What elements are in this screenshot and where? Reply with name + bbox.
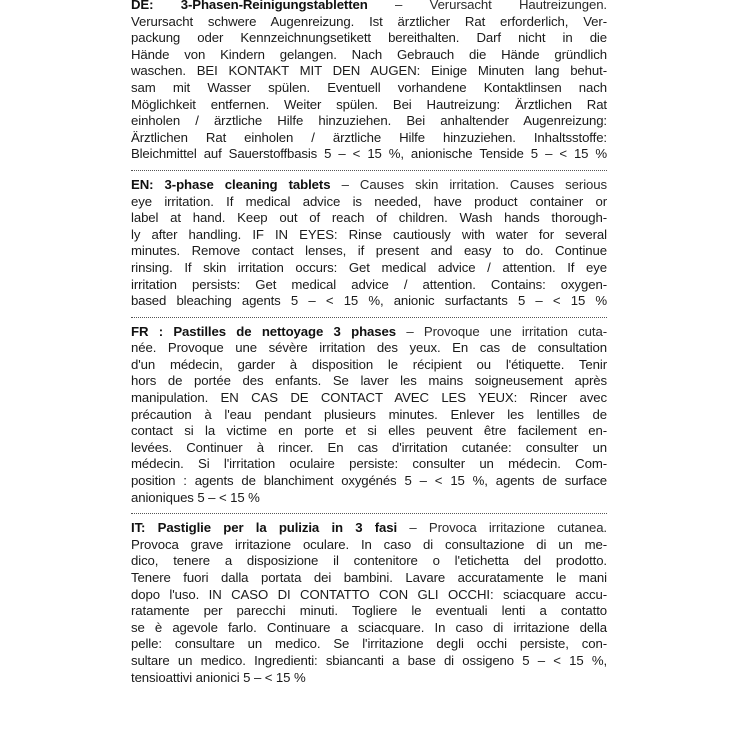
- text-line: médecin. Si l'irritation oculaire persiste: consulter un médecin. Com-: [131, 456, 607, 472]
- text-line: Verursacht schwere Augenreizung. Ist ärztlicher Rat erforderlich, Ver-: [131, 13, 607, 29]
- text-line: dico, tenere a disposizione il contenitore o l'etichetta del prodotto.: [131, 553, 607, 569]
- dotted-divider: [131, 513, 607, 514]
- text-line: based bleaching agents 5 – < 15 %, anionic surfactants 5 – < 15 %: [131, 293, 607, 309]
- text-line: manipulation. EN CAS DE CONTACT AVEC LES YEUX: Rincer avec: [131, 390, 607, 406]
- section-it: [131, 517, 607, 693]
- text-line: eye irritation. If medical advice is needed, have product container or: [131, 193, 607, 209]
- text-line: Provoca grave irritazione oculare. In caso di consultazione di un me-: [131, 536, 607, 552]
- section-heading-en: EN: 3-phase cleaning tablets: [131, 176, 331, 192]
- text-line: levées. Continuer à rincer. En cas d'irritation cutanée: consulter un: [131, 439, 607, 455]
- text-line: FR : Pastilles de nettoyage 3 phases – Provoque une irritation cuta-: [131, 323, 607, 339]
- text-line: se è agevole farlo. Continuare a sciacquare. In caso di irritazione della: [131, 619, 607, 635]
- text-line: Ärztlichen Rat einholen / ärztliche Hilfe hinzuziehen. Inhaltsstoffe:: [131, 129, 607, 145]
- text-line: dopo l'uso. IN CASO DI CONTATTO CON GLI OCCHI: sciacquare accu-: [131, 586, 607, 602]
- text-line: IT: Pastiglie per la pulizia in 3 fasi – Provoca irritazione cutanea.: [131, 520, 607, 536]
- text-line: label at hand. Keep out of reach of children. Wash hands thorough-: [131, 210, 607, 226]
- text-line: précaution à l'eau pendant plusieurs minutes. Enlever les lentilles de: [131, 406, 607, 422]
- text-line: pelle: consultare un medico. Se l'irritazione degli occhi persiste, con-: [131, 636, 607, 652]
- text-line: rinsing. If skin irritation occurs: Get medical advice / attention. If eye: [131, 259, 607, 275]
- text-line: packung oder Kennzeichnungsetikett bereithalten. Darf nicht in die: [131, 30, 607, 46]
- safety-label-document: [131, 0, 607, 693]
- section-fr: [131, 321, 607, 514]
- text-line: hors de portée des enfants. Se laver les mains soigneusement après: [131, 373, 607, 389]
- text-line: EN: 3-phase cleaning tablets – Causes skin irritation. Causes serious: [131, 176, 607, 192]
- text-line: einholen / ärztliche Hilfe hinzuziehen. Bei anhaltender Augenreizung:: [131, 113, 607, 129]
- section-en: [131, 174, 607, 317]
- section-heading-it: IT: Pastiglie per la pulizia in 3 fasi: [131, 520, 398, 536]
- section-heading-fr: FR : Pastilles de nettoyage 3 phases: [131, 323, 396, 339]
- dotted-divider: [131, 317, 607, 318]
- section-de: [131, 0, 607, 170]
- text-line: minutes. Remove contact lenses, if present and easy to do. Continue: [131, 243, 607, 259]
- text-line: DE: 3-Phasen-Reinigungstabletten – Verursacht Hautreizungen.: [131, 0, 607, 14]
- text-line: Tenere fuori dalla portata dei bambini. Lavare accuratamente le mani: [131, 570, 607, 585]
- text-line: anioniques 5 – < 15 %: [131, 489, 260, 505]
- text-line: contact si la victime en porte et si elles peuvent être facilement en-: [131, 423, 607, 439]
- text-line: sam mit Wasser spülen. Eventuell vorhandene Kontaktlinsen nach: [131, 79, 607, 95]
- text-line: position : agents de blanchiment oxygénés 5 – < 15 %, agents de surface: [131, 473, 607, 489]
- text-line: née. Provoque une sévère irritation des yeux. En cas de consultation: [131, 340, 607, 356]
- text-line: d'un médecin, garder à disposition le récipient ou l'étiquette. Tenir: [131, 356, 607, 372]
- text-line: Hände von Kindern gelangen. Nach Gebrauch die Hände gründlich: [131, 46, 607, 62]
- text-line: sultare un medico. Ingredienti: sbiancanti a base di ossigeno 5 – < 15 %,: [131, 652, 607, 668]
- section-heading-de: DE: 3-Phasen-Reinigungstabletten: [131, 0, 368, 12]
- text-line: irritation persists: Get medical advice / attention. Contains: oxygen-: [131, 276, 607, 292]
- text-line: waschen. BEI KONTAKT MIT DEN AUGEN: Einige Minuten lang behut-: [131, 63, 607, 79]
- dotted-divider: [131, 170, 607, 171]
- text-line: ratamente per parecchi minuti. Togliere le eventuali lenti a contatto: [131, 603, 607, 619]
- text-line: ly after handling. IF IN EYES: Rinse cautiously with water for several: [131, 226, 607, 242]
- text-line: Bleichmittel auf Sauerstoffbasis 5 – < 15 %, anionische Tenside 5 – < 15 %: [131, 146, 607, 162]
- text-line: Möglichkeit entfernen. Weiter spülen. Bei Hautreizung: Ärztlichen Rat: [131, 96, 607, 112]
- text-line: tensioattivi anionici 5 – < 15 %: [131, 669, 306, 685]
